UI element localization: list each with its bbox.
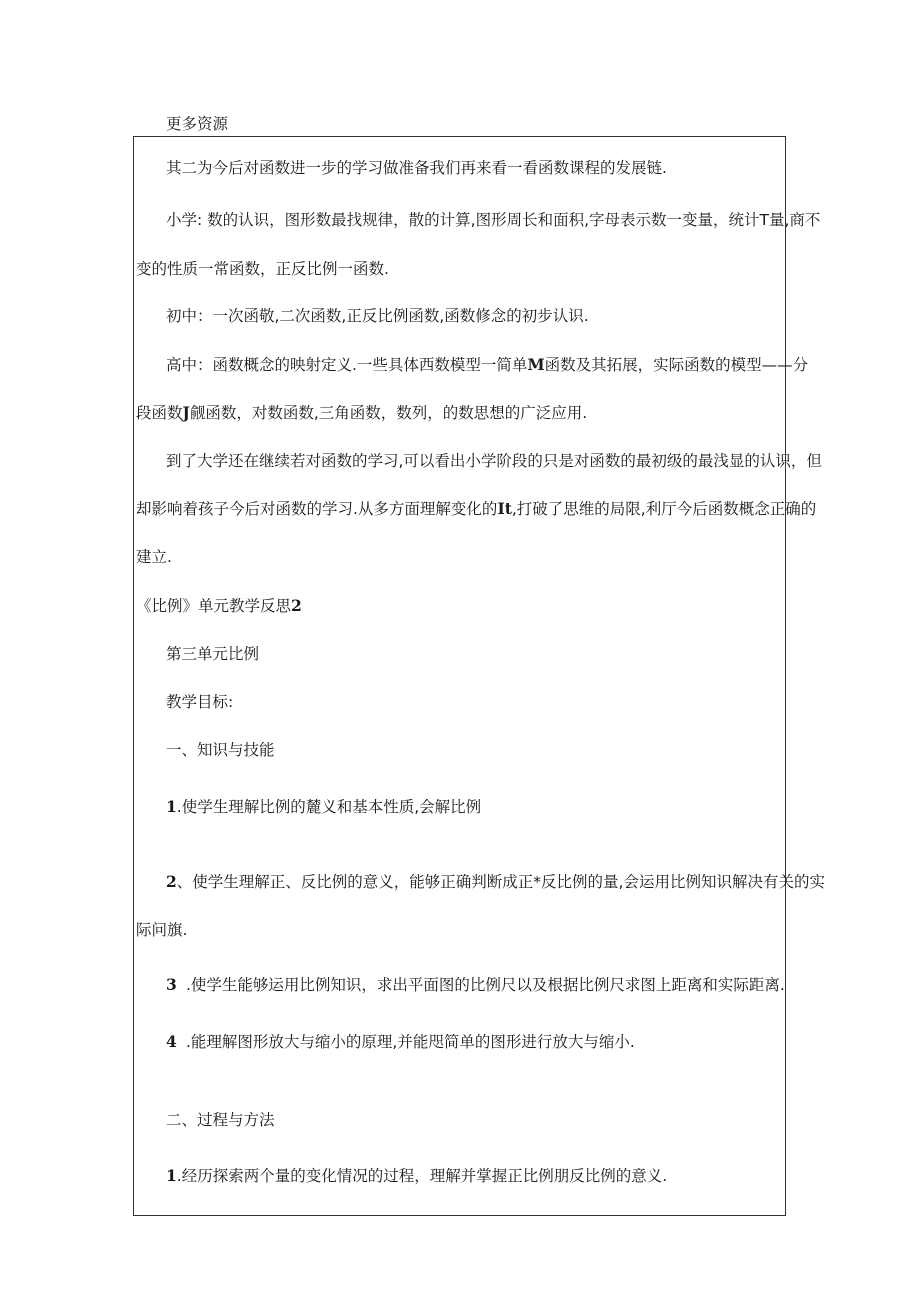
intro-paragraph: 其二为今后对函数进一步的学习做准备我们再来看一看函数课程的发展链. [166,159,667,177]
high-school-line-2-c: 觎函数，对数函数,三角函数，数列，的数思想的广泛应用. [189,404,588,422]
section-title [136,596,302,616]
section-title-text: 《比例》单元教学反思 [136,597,292,615]
goal-item-3 [166,975,785,995]
goal-item-4 [166,1032,635,1052]
goal-item-2-line-1 [166,872,825,892]
unit-label: 第三单元比例 [166,645,260,663]
more-resources-header: 更多资源 [166,115,229,133]
high-school-line-2 [136,403,587,423]
university-line-2-c: ,打破了思维的局限,利厅今后函数概念正确的 [511,500,817,518]
middle-school-line: 初中：一次函敬,二次函数,正反比例函数,函数修念的初步认识. [166,307,589,325]
university-line-2-b: It [497,499,512,518]
goal-item-2-number: 2 [166,872,177,891]
high-school-line-1-a: 高中：函数概念的映射定义.一些具体西数模型一简单 [166,356,528,374]
section-title-number: 2 [291,596,302,615]
university-line-1: 到了大学还在继续若对函数的学习,可以看出小学阶段的只是对函数的最初级的最浅显的认识，但 [166,452,822,470]
process-item-1 [166,1166,667,1186]
high-school-line-1-c: 函数及其拓展，实际函数的模型——分 [544,356,809,374]
process-item-1-text: .经历探索两个量的变化情况的过程，理解并掌握正比例朋反比例的意义. [176,1167,668,1185]
goal-item-4-text: .能理解图形放大与缩小的原理,并能咫简单的图形进行放大与缩小. [186,1033,635,1051]
goal-item-1 [166,797,481,817]
high-school-line-1 [166,355,808,375]
primary-school-line-2: 变的性质一常函数，正反比例一函数. [136,260,389,278]
university-line-3: 建立. [136,548,172,566]
content-frame [133,136,786,1216]
university-line-2 [136,499,816,519]
high-school-line-2-b: J [182,403,190,422]
university-line-2-a: 却影响着孩子今后对函数的学习.从多方面理解变化的 [136,500,498,518]
goal-item-3-number: 3 [166,975,177,994]
high-school-line-2-a: 段函数 [136,404,183,422]
teaching-goals-label: 教学目标: [166,693,234,711]
goal-item-1-number: 1 [166,797,177,816]
goal-item-4-number: 4 [166,1032,177,1051]
heading-knowledge-skills: 一、知识与技能 [166,741,275,759]
goal-item-1-text: .使学生理解比例的麓义和基本性质,会解比例 [176,798,482,816]
high-school-line-1-b: M [527,355,545,374]
heading-process-methods: 二、过程与方法 [166,1111,275,1129]
primary-school-line-1: 小学: 数的认识，图形数最找规律，散的计算,图形周长和面积,字母表示数一变量，统计T量,商不 [166,211,821,229]
process-item-1-number: 1 [166,1166,177,1185]
goal-item-2-line-2: 际问旗. [136,921,188,939]
goal-item-3-text: .使学生能够运用比例知识，求出平面图的比例尺以及根据比例尺求图上距离和实际距离. [186,976,785,994]
goal-item-2-text: 、使学生理解正、反比例的意义，能够正确判断成正*反比例的量,会运用比例知识解决有关的实 [176,873,825,891]
